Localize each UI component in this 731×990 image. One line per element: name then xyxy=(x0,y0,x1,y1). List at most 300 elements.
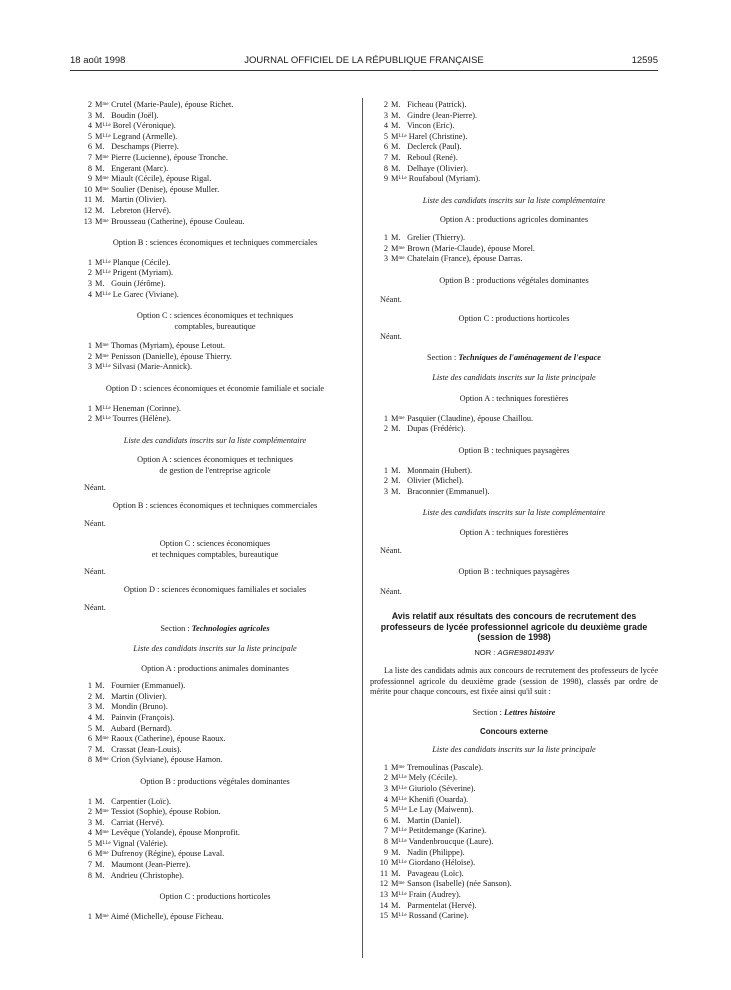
rank-number: 6 xyxy=(87,142,92,152)
section-heading xyxy=(74,624,356,635)
rank-number: 13 xyxy=(379,889,388,899)
candidate-name: Le Garec (Viviane). xyxy=(112,289,179,299)
option-heading: Option A : sciences économiques et techniques xyxy=(137,455,293,465)
page-header xyxy=(70,55,658,69)
civility: M. xyxy=(95,817,105,827)
header-rule xyxy=(70,70,658,71)
rank-number: 3 xyxy=(87,702,92,712)
civility: Mᵐᵉ xyxy=(95,807,109,817)
civility: M. xyxy=(95,110,105,120)
option-heading: Option A : productions animales dominantes xyxy=(141,663,289,673)
candidate-entry xyxy=(74,164,356,175)
page-number: 12595 xyxy=(631,55,658,66)
rank-number: 4 xyxy=(87,712,92,722)
candidate-name: Fournier (Emmanuel). xyxy=(111,681,186,691)
civility: Mᴸᴸᵉ xyxy=(95,414,111,424)
candidate-name: Vandenbroucque (Laure). xyxy=(408,836,494,846)
candidate-entry xyxy=(74,860,356,871)
candidate-name: Dufrenoy (Régine), épouse Laval. xyxy=(111,849,225,859)
rank-number: 2 xyxy=(87,691,92,701)
civility: Mᴸᴸᵉ xyxy=(391,858,407,868)
rank-number: 2 xyxy=(383,476,388,486)
civility: Mᵐᵉ xyxy=(95,849,109,859)
candidate-entry xyxy=(74,414,356,425)
civility: M. xyxy=(391,465,401,475)
civility: Mᴸᴸᵉ xyxy=(391,174,407,184)
candidate-name: Crassat (Jean-Louis). xyxy=(111,744,182,754)
candidate-name: Pierre (Lucienne), épouse Tronche. xyxy=(111,152,228,162)
candidate-name: Penisson (Danielle), épouse Thierry. xyxy=(111,351,232,361)
candidate-name: Painvin (François). xyxy=(111,712,175,722)
candidate-entry xyxy=(74,174,356,185)
candidate-name: Vincon (Eric). xyxy=(406,121,455,131)
rank-number: 15 xyxy=(379,911,388,921)
civility: M. xyxy=(391,847,401,857)
rank-number: 4 xyxy=(87,828,92,838)
civility: M. xyxy=(95,702,105,712)
rank-number: 3 xyxy=(383,486,388,496)
candidate-name: Roufaboul (Myriam). xyxy=(408,174,481,184)
candidate-name: Monmain (Hubert). xyxy=(407,465,473,475)
candidate-entry xyxy=(74,195,356,206)
candidate-entry xyxy=(370,805,658,816)
civility: Mᴸᴸᵉ xyxy=(95,268,111,278)
candidate-name: Aimé (Michelle), épouse Ficheau. xyxy=(110,911,224,921)
candidate-name: Olivier (Michel). xyxy=(407,476,464,486)
rank-number: 3 xyxy=(383,783,388,793)
rank-number: 2 xyxy=(87,351,92,361)
candidate-name: Andrieu (Christophe). xyxy=(110,870,184,880)
candidate-entry xyxy=(74,258,356,269)
candidate-name: Deschamps (Pierre). xyxy=(111,142,179,152)
candidate-entry xyxy=(370,901,658,912)
candidate-entry xyxy=(370,142,658,153)
civility: Mᴸᴸᵉ xyxy=(391,805,407,815)
rank-number: 7 xyxy=(383,152,388,162)
nor-label: NOR : xyxy=(474,647,498,657)
candidate-name: Dupas (Frédéric). xyxy=(407,424,466,434)
candidate-name: Crion (Sylviane), épouse Hamon. xyxy=(111,755,223,765)
civility: Mᵐᵉ xyxy=(95,828,109,838)
candidate-entry xyxy=(74,745,356,756)
candidate-entry xyxy=(74,713,356,724)
candidate-entry xyxy=(370,476,658,487)
civility: M. xyxy=(391,142,401,152)
candidate-entry xyxy=(370,890,658,901)
civility: Mᴸᴸᵉ xyxy=(95,131,111,141)
civility: M. xyxy=(391,486,401,496)
candidate-name: Mely (Cécile). xyxy=(408,773,458,783)
rank-number: 1 xyxy=(383,232,388,242)
rank-number: 6 xyxy=(383,815,388,825)
option-heading: Option C : sciences économiques xyxy=(159,539,271,549)
civility: Mᵐᵉ xyxy=(391,762,405,772)
issue-date: 18 août 1998 xyxy=(70,55,126,66)
candidate-entry xyxy=(370,111,658,122)
civility: M. xyxy=(391,868,401,878)
candidate-name: Miault (Cécile), épouse Rigal. xyxy=(111,174,212,184)
rank-number: 8 xyxy=(87,755,92,765)
candidate-entry xyxy=(74,352,356,363)
concours-heading: Concours externe xyxy=(479,726,549,736)
option-heading: Option A : techniques forestières xyxy=(459,394,569,404)
civility: Mᴸᴸᵉ xyxy=(391,773,407,783)
list-heading: Liste des candidats inscrits sur la liste complémentaire xyxy=(123,435,307,445)
candidate-entry xyxy=(370,848,658,859)
list-heading: Liste des candidats inscrits sur la liste principale xyxy=(133,643,297,653)
rank-number: 5 xyxy=(87,838,92,848)
rank-number: 9 xyxy=(383,174,388,184)
rank-number: 7 xyxy=(383,826,388,836)
civility: M. xyxy=(95,723,105,733)
candidate-list xyxy=(74,912,356,923)
candidate-list xyxy=(74,404,356,425)
civility: M. xyxy=(391,900,401,910)
rank-number: 6 xyxy=(87,849,92,859)
civility: M. xyxy=(95,860,105,870)
candidate-entry xyxy=(74,142,356,153)
rank-number: 4 xyxy=(87,289,92,299)
candidate-list xyxy=(74,681,356,766)
rank-number: 1 xyxy=(87,257,92,267)
civility: Mᵐᵉ xyxy=(95,174,109,184)
candidate-name: Engerant (Marc). xyxy=(111,163,169,173)
civility: M. xyxy=(95,142,105,152)
candidate-entry xyxy=(74,849,356,860)
civility: Mᵐᵉ xyxy=(391,243,405,253)
civility: Mᵐᵉ xyxy=(95,216,109,226)
rank-number: 5 xyxy=(383,805,388,815)
candidate-entry xyxy=(370,233,658,244)
candidate-name: Martin (Olivier). xyxy=(111,195,167,205)
civility: M. xyxy=(95,744,105,754)
civility: M. xyxy=(391,232,401,242)
candidate-name: Brown (Marie-Claude), épouse Morel. xyxy=(407,243,535,253)
candidate-name: Soulier (Denise), épouse Muller. xyxy=(111,184,220,194)
option-heading: Option B : techniques paysagères xyxy=(458,446,570,456)
candidate-name: Harel (Christine). xyxy=(408,131,468,141)
candidate-name: Sanson (Isabelle) (née Sanson). xyxy=(407,879,512,889)
candidate-entry xyxy=(370,879,658,890)
section-label: Section : xyxy=(427,353,459,363)
section-heading xyxy=(370,353,658,364)
candidate-entry xyxy=(74,100,356,111)
candidate-name: Legrand (Armelle). xyxy=(112,131,178,141)
rank-number: 1 xyxy=(87,796,92,806)
candidate-name: Pavageau (Loïc). xyxy=(407,868,464,878)
option-heading: Option C : productions horticoles xyxy=(458,313,570,323)
candidate-name: Gindre (Jean-Pierre). xyxy=(407,110,478,120)
candidate-name: Carriat (Hervé). xyxy=(111,817,165,827)
rank-number: 6 xyxy=(87,734,92,744)
option-heading: Option A : techniques forestières xyxy=(459,528,569,538)
candidate-name: Parmentelat (Hervé). xyxy=(407,900,477,910)
rank-number: 10 xyxy=(83,184,92,194)
rank-number: 3 xyxy=(87,362,92,372)
column-divider xyxy=(362,98,363,958)
candidate-name: Maumont (Jean-Pierre). xyxy=(111,860,191,870)
rank-number: 1 xyxy=(87,341,92,351)
candidate-entry xyxy=(74,807,356,818)
candidate-entry xyxy=(370,837,658,848)
candidate-name: Frain (Audrey). xyxy=(408,889,461,899)
rank-number: 8 xyxy=(383,163,388,173)
candidate-name: Petitdemange (Karine). xyxy=(408,826,487,836)
candidate-name: Chatelain (France), épouse Darras. xyxy=(407,254,523,264)
rank-number: 8 xyxy=(383,836,388,846)
candidate-entry xyxy=(370,858,658,869)
candidate-name: Martin (Daniel). xyxy=(407,815,462,825)
candidate-entry xyxy=(74,111,356,122)
candidate-entry xyxy=(370,132,658,143)
candidate-entry xyxy=(74,121,356,132)
candidate-name: Declerck (Paul). xyxy=(407,142,462,152)
neant-text: Néant. xyxy=(380,545,402,555)
candidate-name: Silvasi (Marie-Annick). xyxy=(112,362,193,372)
nor-reference xyxy=(370,648,658,659)
candidate-entry xyxy=(370,100,658,111)
option-heading: Option C : sciences économiques et techniques xyxy=(136,311,294,321)
rank-number: 5 xyxy=(87,723,92,733)
option-heading: Option B : productions végétales dominantes xyxy=(439,275,589,285)
rank-number: 12 xyxy=(379,879,388,889)
candidate-entry xyxy=(370,424,658,435)
candidate-entry xyxy=(74,290,356,301)
rank-number: 4 xyxy=(87,121,92,131)
candidate-entry xyxy=(74,692,356,703)
candidate-entry xyxy=(74,818,356,829)
nor-value: AGRE9801493V xyxy=(497,647,554,657)
rank-number: 2 xyxy=(87,807,92,817)
civility: M. xyxy=(95,205,105,215)
rank-number: 7 xyxy=(87,152,92,162)
left-column xyxy=(74,100,356,922)
candidate-name: Reboul (René). xyxy=(407,152,458,162)
candidate-name: Crutel (Marie-Paule), épouse Richet. xyxy=(111,100,234,109)
section-name: Lettres histoire xyxy=(503,708,556,717)
candidate-entry xyxy=(74,702,356,713)
option-heading: Option C : productions horticoles xyxy=(159,892,271,902)
candidate-entry xyxy=(370,826,658,837)
rank-number: 9 xyxy=(383,847,388,857)
candidate-entry xyxy=(74,724,356,735)
civility: M. xyxy=(391,110,401,120)
candidate-entry xyxy=(370,911,658,922)
rank-number: 7 xyxy=(87,860,92,870)
civility: Mᴸᴸᵉ xyxy=(391,794,407,804)
option-heading: Option B : sciences économiques et techniques commerciales xyxy=(112,501,318,511)
rank-number: 2 xyxy=(383,424,388,434)
candidate-entry xyxy=(74,132,356,143)
section-heading xyxy=(370,708,658,719)
candidate-name: Giuriolo (Séverine). xyxy=(408,783,476,793)
rank-number: 14 xyxy=(379,900,388,910)
candidate-entry xyxy=(74,404,356,415)
candidate-list xyxy=(74,258,356,300)
rank-number: 3 xyxy=(383,254,388,264)
civility: M. xyxy=(95,163,105,173)
candidate-entry xyxy=(370,244,658,255)
candidate-name: Grelier (Thierry). xyxy=(407,232,466,242)
rank-number: 1 xyxy=(87,911,92,921)
candidate-name: Ficheau (Patrick). xyxy=(407,100,467,109)
rank-number: 12 xyxy=(83,205,92,215)
candidate-list xyxy=(74,797,356,882)
candidate-entry xyxy=(74,185,356,196)
candidate-entry xyxy=(74,871,356,882)
candidate-entry xyxy=(74,217,356,228)
right-column xyxy=(370,100,658,922)
civility: Mᵐᵉ xyxy=(95,341,109,351)
civility: Mᵐᵉ xyxy=(95,351,109,361)
candidate-entry xyxy=(74,734,356,745)
candidate-list xyxy=(370,763,658,922)
rank-number: 11 xyxy=(84,195,92,205)
civility: Mᴸᴸᵉ xyxy=(95,257,111,267)
candidate-name: Gouin (Jérôme). xyxy=(111,278,166,288)
candidate-name: Nadin (Philippe). xyxy=(407,847,465,857)
rank-number: 13 xyxy=(83,216,92,226)
rank-number: 5 xyxy=(87,131,92,141)
candidate-entry xyxy=(74,153,356,164)
civility: Mᴸᴸᵉ xyxy=(391,836,407,846)
neant-text: Néant. xyxy=(84,602,106,612)
option-heading-line2: de gestion de l'entreprise agricole xyxy=(159,466,271,476)
option-heading: Option D : sciences économiques et économie familiale et sociale xyxy=(105,384,325,394)
civility: Mᵐᵉ xyxy=(95,184,109,194)
candidate-list xyxy=(370,100,658,185)
candidate-entry xyxy=(370,254,658,265)
option-heading: Option B : sciences économiques et techniques commerciales xyxy=(112,238,318,248)
section-name: Technologies agricoles xyxy=(191,624,270,634)
candidate-entry xyxy=(370,816,658,827)
candidate-name: Planque (Cécile). xyxy=(112,257,171,267)
candidate-list xyxy=(370,466,658,498)
rank-number: 2 xyxy=(87,100,92,109)
civility: M. xyxy=(391,476,401,486)
option-heading-line2: comptables, bureautique xyxy=(174,321,256,331)
civility: Mᴸᴸᵉ xyxy=(95,289,111,299)
rank-number: 9 xyxy=(87,174,92,184)
candidate-name: Borel (Véronique). xyxy=(112,121,176,131)
candidate-name: Heneman (Corinne). xyxy=(112,403,181,413)
civility: M. xyxy=(391,121,401,131)
rank-number: 4 xyxy=(383,121,388,131)
rank-number: 3 xyxy=(87,110,92,120)
civility: M. xyxy=(95,278,105,288)
candidate-list xyxy=(370,233,658,265)
candidate-entry xyxy=(74,268,356,279)
neant-text: Néant. xyxy=(84,566,106,576)
candidate-list xyxy=(370,414,658,435)
candidate-entry xyxy=(74,206,356,217)
rank-number: 11 xyxy=(380,868,388,878)
neant-text: Néant. xyxy=(380,295,402,305)
list-heading: Liste des candidats inscrits sur la liste complémentaire xyxy=(422,508,606,518)
civility: Mᴸᴸᵉ xyxy=(95,403,111,413)
candidate-entry xyxy=(370,784,658,795)
rank-number: 2 xyxy=(87,268,92,278)
civility: Mᴸᴸᵉ xyxy=(391,889,407,899)
rank-number: 2 xyxy=(383,243,388,253)
candidate-entry xyxy=(370,153,658,164)
candidate-list xyxy=(74,100,356,227)
candidate-entry xyxy=(74,362,356,373)
candidate-entry xyxy=(370,487,658,498)
rank-number: 6 xyxy=(383,142,388,152)
civility: Mᵐᵉ xyxy=(95,734,109,744)
candidate-entry xyxy=(74,839,356,850)
option-heading: Option D : sciences économiques familiales et sociales xyxy=(123,585,307,595)
civility: Mᵐᵉ xyxy=(391,413,405,423)
candidate-name: Raoux (Catherine), épouse Raoux. xyxy=(111,734,226,744)
civility: M. xyxy=(95,691,105,701)
rank-number: 1 xyxy=(87,681,92,691)
rank-number: 8 xyxy=(87,163,92,173)
candidate-entry xyxy=(370,795,658,806)
civility: M. xyxy=(95,796,105,806)
candidate-name: Rossand (Carine). xyxy=(408,911,469,921)
candidate-name: Delhaye (Olivier). xyxy=(407,163,468,173)
candidate-name: Lebreton (Hervé). xyxy=(111,205,171,215)
rank-number: 10 xyxy=(379,858,388,868)
rank-number: 1 xyxy=(383,762,388,772)
list-heading: Liste des candidats inscrits sur la liste complémentaire xyxy=(422,195,606,205)
candidate-entry xyxy=(370,164,658,175)
candidate-name: Martin (Olivier). xyxy=(111,691,167,701)
rank-number: 3 xyxy=(87,817,92,827)
section-label: Section : xyxy=(472,708,504,717)
civility: M. xyxy=(391,163,401,173)
civility: Mᵐᵉ xyxy=(391,254,405,264)
candidate-entry xyxy=(74,797,356,808)
candidate-entry xyxy=(370,121,658,132)
candidate-entry xyxy=(370,466,658,477)
civility: Mᵐᵉ xyxy=(95,100,109,109)
candidate-entry xyxy=(370,174,658,185)
option-heading: Option A : productions agricoles dominantes xyxy=(439,215,589,225)
rank-number: 7 xyxy=(87,744,92,754)
rank-number: 1 xyxy=(383,465,388,475)
candidate-entry xyxy=(74,279,356,290)
list-heading: Liste des candidats inscrits sur la liste principale xyxy=(432,372,596,382)
candidate-entry xyxy=(370,869,658,880)
rank-number: 1 xyxy=(87,403,92,413)
neant-text: Néant. xyxy=(84,518,106,528)
civility: Mᵐᵉ xyxy=(95,911,109,921)
neant-text: Néant. xyxy=(84,482,106,492)
civility: M. xyxy=(391,100,401,109)
rank-number: 8 xyxy=(87,870,92,880)
candidate-name: Giordano (Héloïse). xyxy=(408,858,476,868)
candidate-name: Tremoulinas (Pascale). xyxy=(406,762,484,772)
candidate-name: Aubard (Bernard). xyxy=(110,723,172,733)
candidate-entry xyxy=(74,341,356,352)
candidate-name: Carpentier (Loïc). xyxy=(111,796,171,806)
candidate-name: Tourres (Hélène). xyxy=(112,414,171,424)
candidate-name: Le Lay (Maiwenn). xyxy=(408,805,474,815)
notice-title: Avis relatif aux résultats des concours de recrutement des professeurs de lycée professionnel agricole du deuxième grade (session de 1998) xyxy=(380,611,648,643)
rank-number: 1 xyxy=(383,413,388,423)
civility: Mᴸᴸᵉ xyxy=(95,121,111,131)
civility: M. xyxy=(391,152,401,162)
option-heading-line2: et techniques comptables, bureautique xyxy=(151,550,279,559)
civility: M. xyxy=(95,712,105,722)
candidate-name: Boudin (Joël). xyxy=(111,110,159,120)
rank-number: 2 xyxy=(87,414,92,424)
candidate-entry xyxy=(74,828,356,839)
journal-title: JOURNAL OFFICIEL DE LA RÉPUBLIQUE FRANÇAISE xyxy=(244,55,484,66)
